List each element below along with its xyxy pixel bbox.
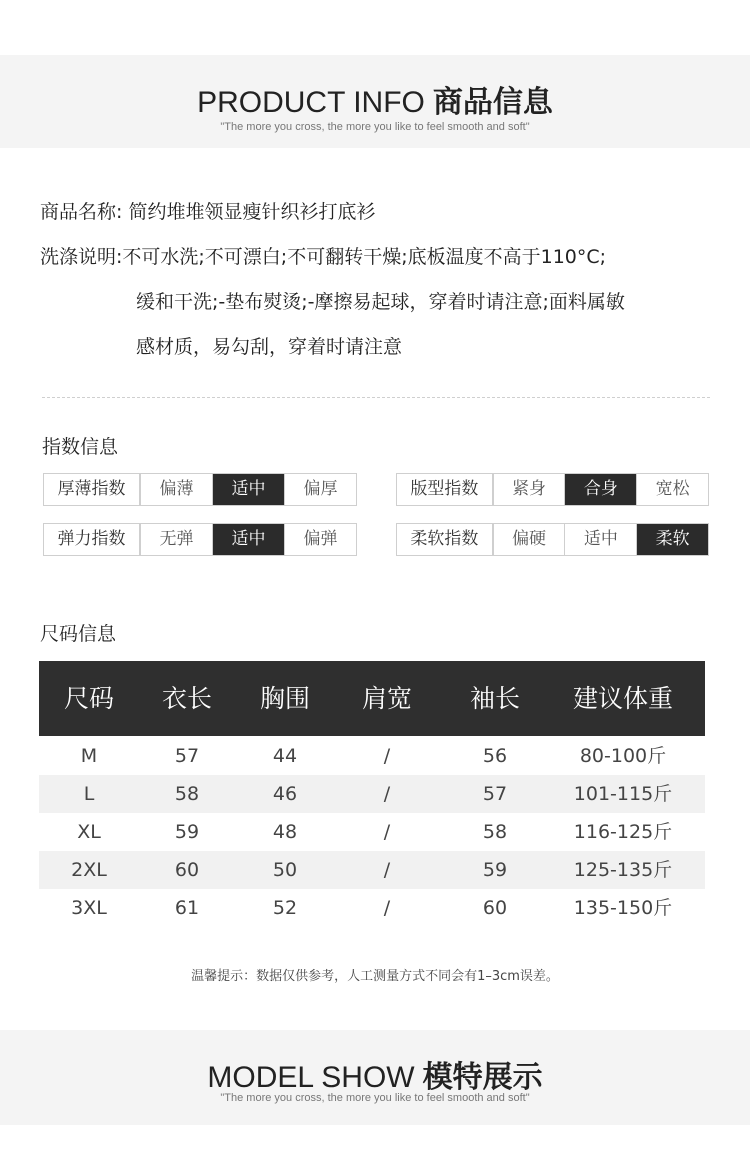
index-section-title: 指数信息 xyxy=(42,436,119,458)
product-info-title xyxy=(0,77,750,121)
index-option-selected: 适中 xyxy=(212,524,284,555)
table-cell: 57 xyxy=(174,745,200,767)
table-row xyxy=(39,889,705,927)
table-cell: 59 xyxy=(482,859,508,881)
table-cell: 116-125斤 xyxy=(573,821,673,843)
size-header-cell: 建议体重 xyxy=(572,684,673,713)
size-header-cell: 衣长 xyxy=(161,684,212,713)
model-show-title-en: MODEL SHOW xyxy=(207,1061,415,1094)
table-cell: / xyxy=(383,745,391,767)
index-group-fit xyxy=(396,473,709,506)
index-option-selected: 合身 xyxy=(564,474,636,505)
product-name-line xyxy=(40,197,375,224)
table-cell: 52 xyxy=(272,897,298,919)
table-row xyxy=(39,775,705,813)
table-cell: 59 xyxy=(174,821,200,843)
table-cell: 57 xyxy=(482,783,508,805)
index-option: 适中 xyxy=(564,524,636,555)
size-header-cell: 胸围 xyxy=(259,684,310,713)
table-cell: 80-100斤 xyxy=(579,745,667,767)
index-name: 版型指数 xyxy=(397,474,493,505)
index-option: 偏弹 xyxy=(284,524,356,555)
product-info-title-cn: 商品信息 xyxy=(432,85,553,120)
table-cell: XL xyxy=(77,821,101,843)
table-row xyxy=(39,737,705,775)
index-option: 无弹 xyxy=(140,524,212,555)
table-cell: / xyxy=(383,821,391,843)
table-cell: L xyxy=(83,783,95,805)
table-cell: 50 xyxy=(272,859,298,881)
size-table-header xyxy=(39,661,705,736)
table-cell: 58 xyxy=(174,783,200,805)
index-option: 偏硬 xyxy=(493,524,565,555)
index-option: 宽松 xyxy=(636,474,708,505)
table-cell: 61 xyxy=(174,897,200,919)
table-cell: 46 xyxy=(272,783,298,805)
product-info-subtitle: "The more you cross, the more you like to feel smooth and soft" xyxy=(220,121,530,133)
table-cell: 3XL xyxy=(71,897,107,919)
section-divider xyxy=(42,397,710,398)
table-cell: / xyxy=(383,897,391,919)
product-info-banner xyxy=(0,55,750,148)
wash-text-2: 缓和干洗;-垫布熨烫;-摩擦易起球，穿着时请注意;面料属敏 xyxy=(136,291,625,313)
model-show-banner xyxy=(0,1030,750,1125)
product-info-title-en: PRODUCT INFO xyxy=(197,86,425,119)
wash-instructions-line-1 xyxy=(40,242,606,269)
table-cell: / xyxy=(383,859,391,881)
size-section-title: 尺码信息 xyxy=(40,623,117,645)
table-cell: M xyxy=(80,745,98,767)
wash-label: 洗涤说明: xyxy=(40,246,123,268)
table-row xyxy=(39,851,705,889)
table-cell: 60 xyxy=(174,859,200,881)
index-group-thickness xyxy=(43,473,357,506)
index-option: 紧身 xyxy=(493,474,565,505)
table-cell: 2XL xyxy=(71,859,107,881)
wash-text-1: 不可水洗;不可漂白;不可翻转干燥;底板温度不高于110°C; xyxy=(122,246,607,268)
model-show-title-cn: 模特展示 xyxy=(422,1060,543,1095)
index-option: 偏厚 xyxy=(284,474,356,505)
table-cell: 44 xyxy=(272,745,298,767)
model-show-subtitle: "The more you cross, the more you like to feel smooth and soft" xyxy=(220,1092,530,1104)
index-option: 偏薄 xyxy=(140,474,212,505)
index-group-elasticity xyxy=(43,523,357,556)
table-cell: 60 xyxy=(482,897,508,919)
measurement-tip: 温馨提示：数据仅供参考，人工测量方式不同会有1–3cm误差。 xyxy=(191,969,559,984)
table-cell: 58 xyxy=(482,821,508,843)
table-cell: 48 xyxy=(272,821,298,843)
table-cell: 125-135斤 xyxy=(573,859,673,881)
table-cell: / xyxy=(383,783,391,805)
table-cell: 101-115斤 xyxy=(573,783,673,805)
table-cell: 56 xyxy=(482,745,508,767)
size-header-cell: 袖长 xyxy=(469,684,520,713)
model-show-title xyxy=(0,1052,750,1096)
size-header-cell: 肩宽 xyxy=(361,684,412,713)
table-cell: 135-150斤 xyxy=(573,897,673,919)
size-header-cell: 尺码 xyxy=(63,684,114,713)
index-name: 弹力指数 xyxy=(44,524,140,555)
index-name: 柔软指数 xyxy=(397,524,493,555)
index-option-selected: 适中 xyxy=(212,474,284,505)
index-option-selected: 柔软 xyxy=(636,524,708,555)
product-name-value: 简约堆堆领显瘦针织衫打底衫 xyxy=(128,201,376,223)
index-name: 厚薄指数 xyxy=(44,474,140,505)
product-name-label: 商品名称: xyxy=(40,201,129,223)
wash-text-3: 感材质，易勾刮，穿着时请注意 xyxy=(136,336,403,358)
index-group-softness xyxy=(396,523,709,556)
table-row xyxy=(39,813,705,851)
